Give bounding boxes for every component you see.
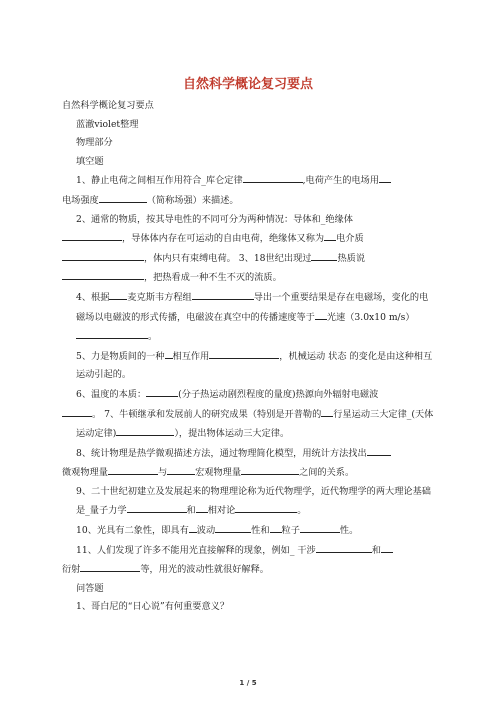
blank	[116, 424, 174, 436]
blank	[109, 288, 127, 300]
document-body	[62, 97, 436, 617]
blank	[146, 385, 178, 397]
question-9: 9、二十世纪初建立及发展起来的物理理论称为近代物理学，近代物理学的两大理论基础是_量子力学 和 相对论 。	[76, 485, 431, 517]
question-2: 2、通常的物质，按其导电性的不同可分为两种情况：导体和_绝缘体 ，导体体内存在可运动的自由电荷，绝缘体又称为 电介质 ，体内只有束缚电荷。 3、18世纪出现过 热质说 ，把热看成一种不生不灭的流质。	[62, 211, 436, 288]
question-8: 8、统计物理是热学微观描述方法，通过物理简化模型，用统计方法找出 微观物理量 与 宏观物理量 之间的关系。	[62, 444, 436, 483]
blank	[127, 501, 187, 513]
blank	[315, 308, 327, 320]
blank	[379, 171, 391, 183]
blank	[62, 405, 92, 417]
blank	[324, 229, 336, 241]
blank	[241, 463, 299, 475]
blank	[76, 327, 148, 339]
blank	[300, 521, 340, 533]
question-4: 4、根据 麦克斯韦方程组 导出一个重要结果是存在电磁场，变化的电磁场以电磁波的形式传播，电磁波在真空中的传播速度等于 光速（3.0x10 m/s）。	[62, 288, 436, 347]
question-1: 1、静止电荷之间相互作用符合_库仑定律 ,电荷产生的电场用 电场强度 （简称场强）来描述。	[62, 171, 436, 210]
question-6-7: 6、温度的本质： (分子热运动剧烈程度的量度)热源向外辐射电磁波 。 7、牛顿继承和发展前人的研究成果（特别是开普勒的 行星运动三大定律_(天体运动定律) ），提出物体运动三大定律。	[62, 385, 436, 444]
blank	[196, 501, 208, 513]
question-11: 11、人们发现了许多不能用光直接解释的现象，例如_ 干涉 和 衍射 等，用光的波动性就很好解释。	[62, 541, 436, 580]
blank	[235, 501, 297, 513]
subtitle-line: 自然科学概论复习要点	[62, 100, 154, 111]
blank	[215, 521, 251, 533]
blank	[243, 171, 303, 183]
blank	[381, 541, 393, 553]
page-number: 1 / 5	[239, 679, 257, 687]
blank	[311, 249, 337, 261]
document-title: 自然科学概论复习要点	[182, 77, 313, 92]
blank	[209, 347, 279, 359]
blank	[189, 521, 197, 533]
blank	[62, 249, 144, 261]
author-line: 蓝澈violet整理	[76, 118, 139, 130]
blank	[321, 405, 333, 417]
blank	[192, 288, 254, 300]
blank	[165, 347, 173, 359]
blank	[167, 463, 195, 475]
question-10: 10、光具有二象性，即具有 波动 性和 粒子 性。	[62, 521, 436, 541]
question-5: 5、力是物质间的一种 相互作用 ，机械运动 状态 的变化是由这种相互运动引起的。	[62, 347, 436, 385]
blank	[316, 541, 372, 553]
section-heading: 物理部分	[76, 137, 113, 149]
blank	[80, 560, 140, 572]
blank	[62, 229, 122, 241]
blank	[99, 191, 147, 203]
blank	[62, 268, 144, 280]
qa-question-1: 1、哥白尼的“日心说”有何重要意义？	[76, 601, 230, 613]
subsection-heading: 填空题	[76, 155, 104, 167]
blank	[367, 444, 391, 456]
qa-heading: 问答题	[76, 582, 104, 594]
blank	[108, 463, 158, 475]
blank	[270, 521, 282, 533]
